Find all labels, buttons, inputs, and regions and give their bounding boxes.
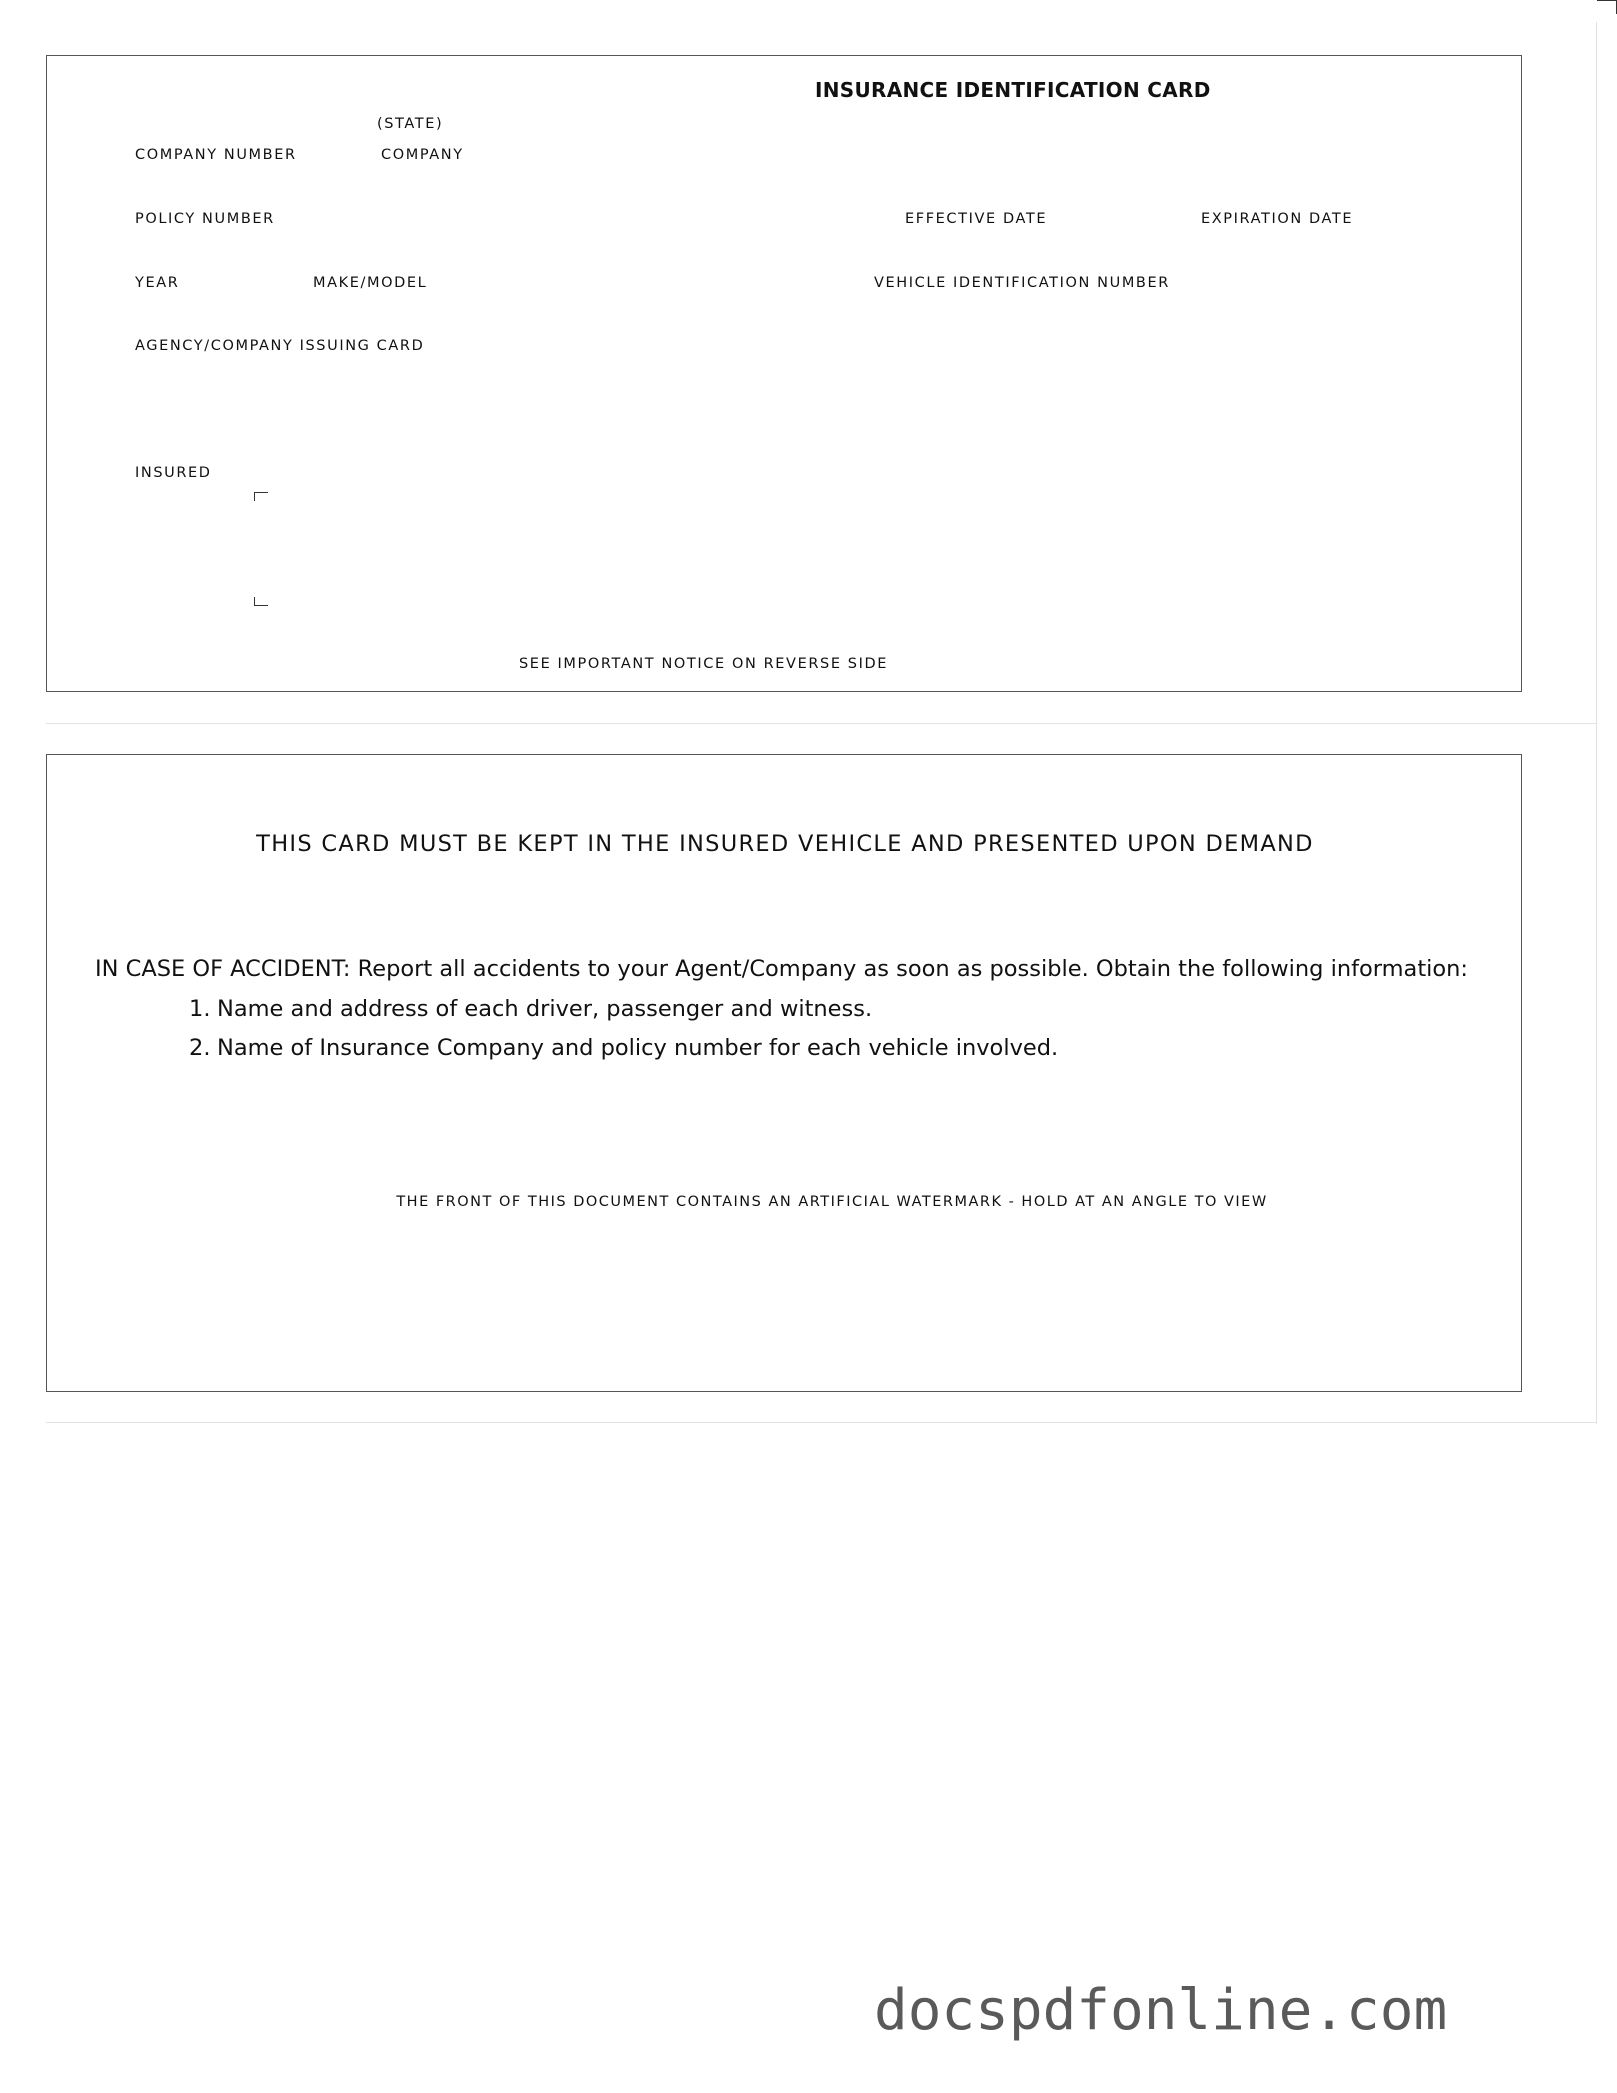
list-item-number: 1. — [189, 996, 211, 1022]
vin-label: VEHICLE IDENTIFICATION NUMBER — [874, 275, 1170, 291]
policy-number-label: POLICY NUMBER — [135, 211, 275, 227]
card-title: INSURANCE IDENTIFICATION CARD — [815, 78, 1211, 102]
expiration-date-label: EXPIRATION DATE — [1201, 211, 1354, 227]
list-item-number: 2. — [189, 1035, 211, 1061]
crop-corner-mark — [1597, 0, 1617, 14]
effective-date-label: EFFECTIVE DATE — [905, 211, 1048, 227]
insured-label: INSURED — [135, 465, 212, 481]
insurance-card-front — [46, 55, 1522, 692]
page-edge-line — [1596, 22, 1597, 1424]
card-separator — [46, 1422, 1596, 1423]
address-window-bottom-bracket — [254, 597, 268, 606]
state-label: (STATE) — [377, 116, 444, 132]
accident-instructions: IN CASE OF ACCIDENT: Report all accidents to your Agent/Company as soon as possible. Obtain the following information: — [95, 956, 1469, 982]
site-logo: docspdfonline.com — [874, 1978, 1448, 2043]
keep-card-notice: THIS CARD MUST BE KEPT IN THE INSURED VEHICLE AND PRESENTED UPON DEMAND — [256, 831, 1314, 857]
reverse-side-notice: SEE IMPORTANT NOTICE ON REVERSE SIDE — [519, 656, 888, 672]
year-label: YEAR — [135, 275, 180, 291]
company-label: COMPANY — [381, 147, 464, 163]
list-item-text: Name of Insurance Company and policy number for each vehicle involved. — [217, 1035, 1059, 1061]
address-window-top-bracket — [254, 492, 268, 501]
insurance-card-back — [46, 754, 1522, 1392]
list-item-text: Name and address of each driver, passenger and witness. — [217, 996, 873, 1022]
list-item — [189, 1037, 1058, 1060]
watermark-note: THE FRONT OF THIS DOCUMENT CONTAINS AN ARTIFICIAL WATERMARK - HOLD AT AN ANGLE TO VIEW — [396, 1194, 1268, 1210]
card-separator — [46, 723, 1596, 724]
make-model-label: MAKE/MODEL — [313, 275, 428, 291]
company-number-label: COMPANY NUMBER — [135, 147, 297, 163]
agency-issuing-card-label: AGENCY/COMPANY ISSUING CARD — [135, 338, 425, 354]
list-item — [189, 998, 872, 1021]
